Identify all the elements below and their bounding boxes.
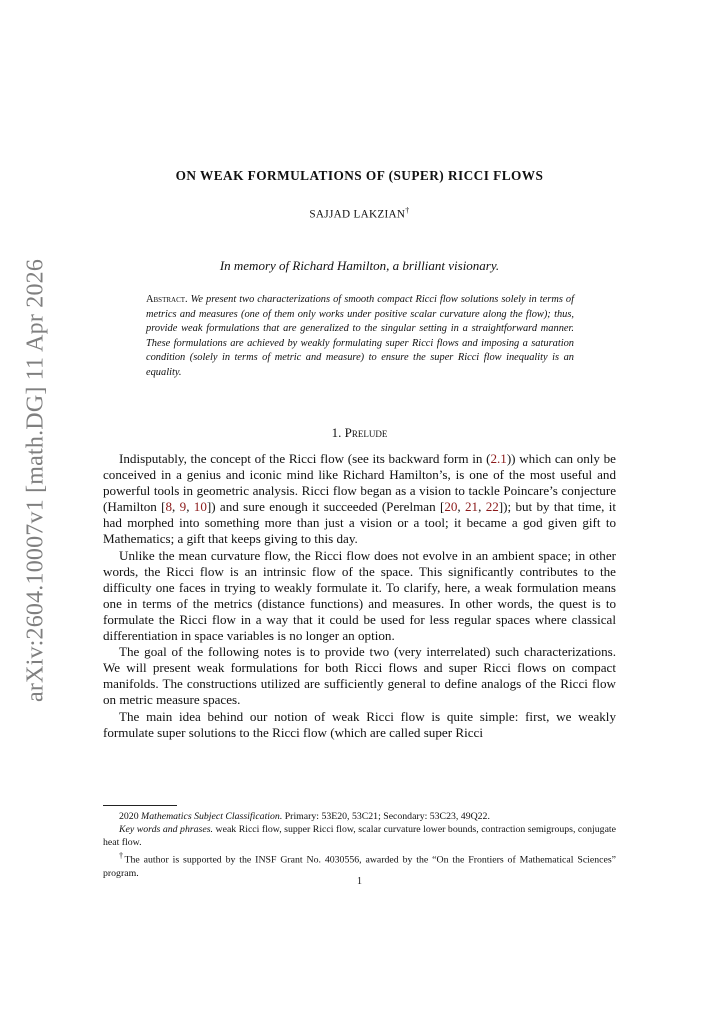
section-number: 1. (331, 425, 342, 440)
author-footnote-mark: † (405, 206, 410, 215)
citation-separator: , (457, 499, 465, 515)
arxiv-identifier-stamp: arXiv:2604.10007v1 [math.DG] 11 Apr 2026 (22, 258, 49, 702)
section-heading (103, 425, 616, 441)
msc-text: Primary: 53E20, 53C21; Secondary: 53C23, 49Q22. (284, 811, 490, 822)
equation-link[interactable]: 2.1 (490, 451, 507, 466)
abstract-text: We present two characterizations of smooth compact Ricci flow solutions solely in terms of metrics and measures (one of them only works under positive scalar curvature along the flow); thus, provide weak formulations that are generalized to the singular setting in a straightforward manner. These formulations are achieved by weakly formulating super Ricci flows and imposing a saturation condition (solely in terms of metric and measure) to ensure the super Ricci flow inequality is an equality. (146, 294, 574, 378)
paragraph-1 (103, 451, 616, 548)
citation-link[interactable]: 9 (179, 499, 187, 515)
paragraph-1-text: ]); but by that time, it had morphed into something more than just a vision or a tool; it became a god given gift to Mathematics; a gift that keeps giving to this day. (103, 499, 616, 547)
paragraph-2: Unlike the mean curvature flow, the Ricci flow does not evolve in an ambient space; in other words, the Ricci flow is an intrinsic flow of the space. This significantly contributes to the difficulty one faces in trying to weakly formulate it. To clarify, here, a weak formulation means one in terms of the metrics (distance functions) and measures. In other words, the quest is to formulate the Ricci flow in a way that it could be used for less regular spaces where classical differentiation in space variables is no longer an option. (103, 547, 616, 644)
msc-year: 2020 (119, 811, 139, 822)
abstract-label: Abstract. (146, 294, 188, 305)
citation-link[interactable]: 22 (485, 499, 499, 515)
footnote-divider (103, 805, 177, 806)
page-number: 1 (357, 876, 362, 887)
main-text (103, 451, 616, 741)
grant-footnote-mark: † (119, 851, 125, 861)
citation-separator: , (478, 499, 486, 515)
citation-link[interactable]: 20 (444, 499, 458, 515)
abstract (146, 293, 574, 381)
grant-text: The author is supported by the INSF Grant No. 4030556, awarded by the “On the Frontiers of Mathematical Sciences” program. (103, 854, 616, 879)
citation-link[interactable]: 8 (165, 499, 173, 515)
citation-link[interactable]: 21 (465, 499, 479, 515)
keywords-label: Key words and phrases. (119, 824, 213, 836)
citation-separator: , (186, 499, 194, 515)
paper-title: ON WEAK FORMULATIONS OF (SUPER) RICCI FLOWS (175, 168, 544, 183)
author-line (103, 206, 616, 221)
paragraph-4: The main idea behind our notion of weak Ricci flow is quite simple: first, we weakly formulate super solutions to the Ricci flow (which are called super Ricci (103, 708, 616, 740)
paragraph-1-text: Indisputably, the concept of the Ricci flow (see its backward form in ( (119, 451, 491, 466)
keywords-text: weak Ricci flow, supper Ricci flow, scalar curvature lower bounds, contraction semigroups, conjugate heat flow. (103, 824, 616, 849)
msc-label: Mathematics Subject Classification. (141, 811, 283, 822)
citation-separator: , (172, 499, 180, 515)
author-name: SAJJAD LAKZIAN (309, 208, 406, 221)
footnote-msc (103, 810, 616, 823)
paragraph-3: The goal of the following notes is to provide two (very interrelated) such characterizations. We will present weak formulations for both Ricci flows and super Ricci flows on compact manifolds. The constructions utilized are sufficiently general to define analogs of the Ricci flow on metric measure spaces. (103, 644, 616, 708)
paragraph-1-text: ]) and sure enough it succeeded (Perelman [ (206, 499, 445, 515)
section-title: Prelude (344, 425, 388, 440)
dedication: In memory of Richard Hamilton, a brilliant visionary. (219, 258, 500, 273)
paragraph-1-text: )) which can only be conceived in a genius and iconic mind like Richard Hamilton’s, is one of the most useful and powerful tools in geometric analysis. Ricci flow began as a vision to tackle Poincare’s conjecture (Hamilton [ (103, 451, 616, 515)
footnote-keywords (103, 823, 616, 849)
citation-link[interactable]: 10 (193, 499, 207, 515)
footnotes (103, 810, 616, 880)
